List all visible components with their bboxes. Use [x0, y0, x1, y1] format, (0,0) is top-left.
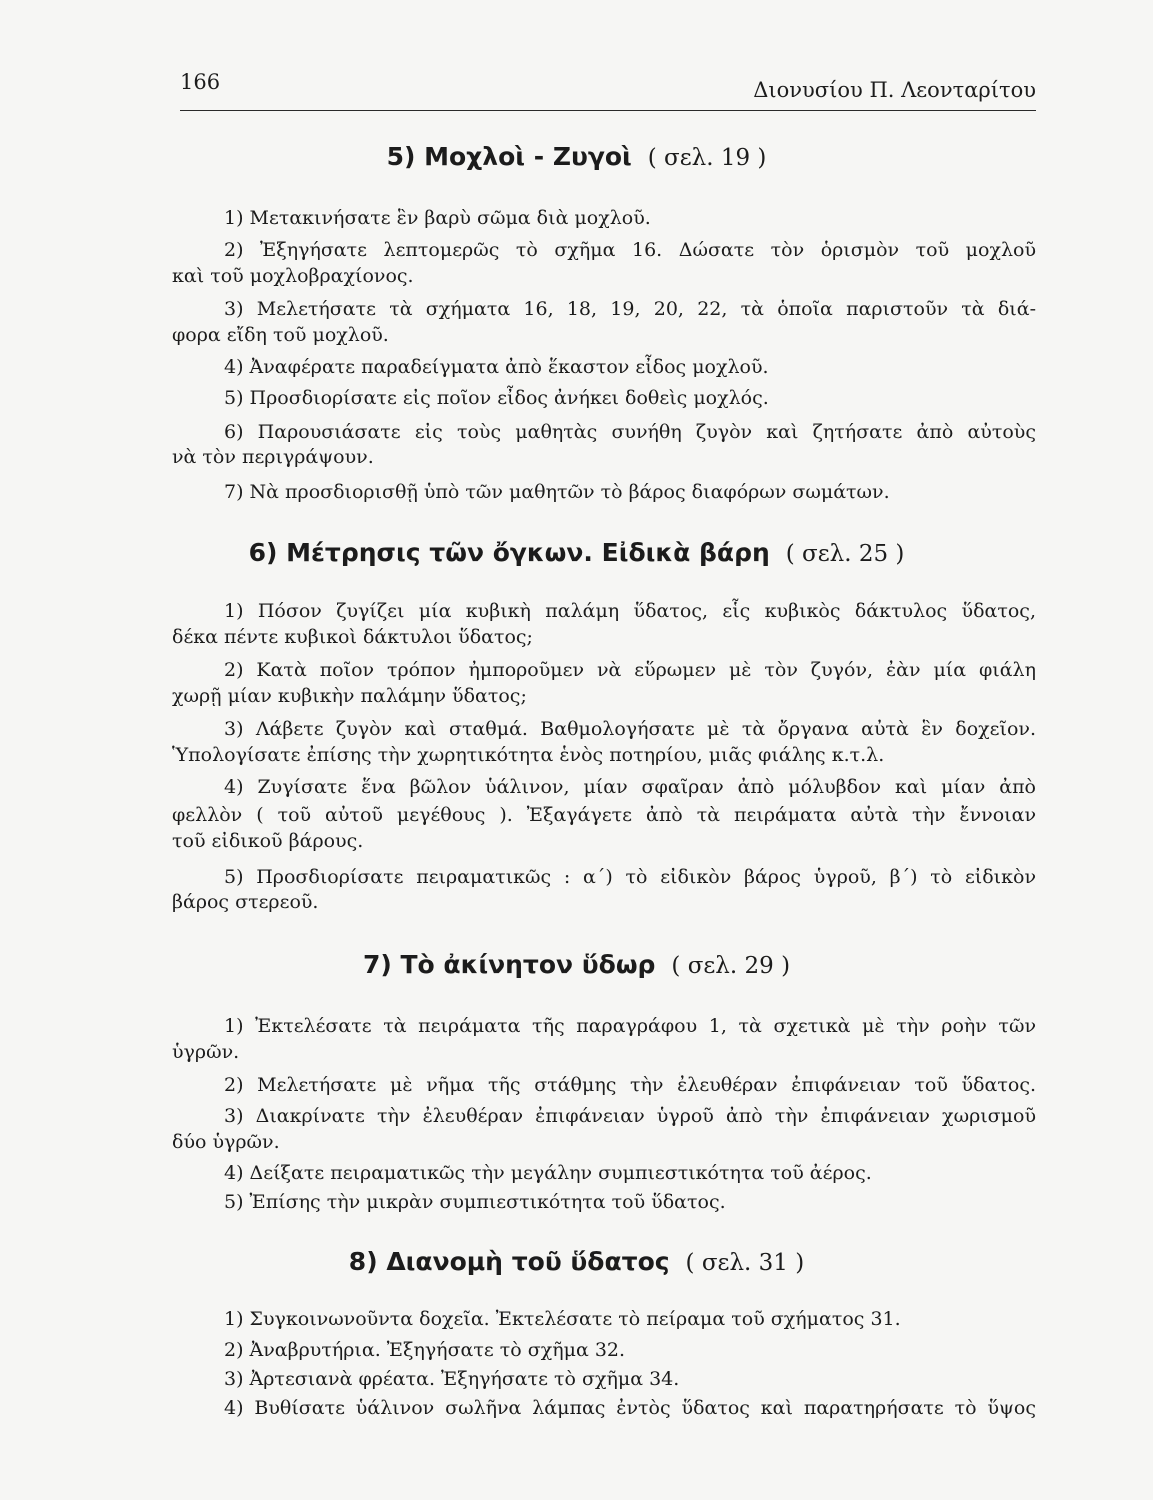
- paragraph-line: 3) Διακρίνατε τὴν ἐλευθέραν ἐπιφάνειαν ὑγροῦ ἀπὸ τὴν ἐπιφάνειαν χωρισμοῦ: [224, 1105, 1036, 1127]
- paragraph-line: 7) Νὰ προσδιορισθῇ ὑπὸ τῶν μαθητῶν τὸ βάρος διαφόρων σωμάτων.: [224, 481, 890, 503]
- paragraph-line: 1) Συγκοινωνοῦντα δοχεῖα. Ἐκτελέσατε τὸ πείραμα τοῦ σχήματος 31.: [224, 1308, 901, 1330]
- paragraph-line: 2) Ἐξηγήσατε λεπτομερῶς τὸ σχῆμα 16. Δώσατε τὸν ὁρισμὸν τοῦ μοχλοῦ: [224, 239, 1036, 261]
- paragraph-line: καὶ τοῦ μοχλοβραχίονος.: [172, 265, 414, 287]
- paragraph-line: 3) Λάβετε ζυγὸν καὶ σταθμά. Βαθμολογήσατε μὲ τὰ ὄργανα αὐτὰ ἓν δοχεῖον.: [224, 718, 1036, 740]
- section-page-ref: ( σελ. 29 ): [671, 953, 791, 979]
- paragraph-line: 5) Προσδιορίσατε πειραματικῶς : α΄) τὸ εἰδικὸν βάρος ὑγροῦ, β΄) τὸ εἰδικὸν: [224, 866, 1036, 888]
- section-title-7: [0, 950, 1153, 979]
- section-heading: 6) Μέτρησις τῶν ὄγκων. Εἰδικὰ βάρη: [248, 538, 770, 567]
- paragraph-line: 2) Ἀναβρυτήρια. Ἐξηγήσατε τὸ σχῆμα 32.: [224, 1339, 626, 1361]
- running-head: Διονυσίου Π. Λεονταρίτου: [753, 78, 1036, 102]
- paragraph-line: χωρῇ μίαν κυβικὴν παλάμην ὕδατος;: [172, 685, 527, 707]
- paragraph-line: 5) Προσδιορίσατε εἰς ποῖον εἶδος ἀνήκει δοθεὶς μοχλός.: [224, 387, 769, 409]
- paragraph-line: ὑγρῶν.: [172, 1041, 240, 1063]
- paragraph-line: δέκα πέντε κυβικοὶ δάκτυλοι ὕδατος;: [172, 626, 533, 648]
- paragraph-line: 1) Πόσον ζυγίζει μία κυβικὴ παλάμη ὕδατος, εἷς κυβικὸς δάκτυλος ὕδατος,: [224, 600, 1036, 622]
- paragraph-line: βάρος στερεοῦ.: [172, 891, 319, 913]
- paragraph-line: 2) Κατὰ ποῖον τρόπον ἠμποροῦμεν νὰ εὕρωμεν μὲ τὸν ζυγόν, ἐὰν μία φιάλη: [224, 659, 1036, 681]
- paragraph-line: 5) Ἐπίσης τὴν μικρὰν συμπιεστικότητα τοῦ ὕδατος.: [224, 1191, 726, 1213]
- paragraph-line: δύο ὑγρῶν.: [172, 1131, 280, 1153]
- section-page-ref: ( σελ. 19 ): [647, 145, 767, 171]
- paragraph-line: Ὑπολογίσατε ἐπίσης τὴν χωρητικότητα ἑνὸς ποτηρίου, μιᾶς φιάλης κ.τ.λ.: [172, 744, 885, 766]
- paragraph-line: 4) Βυθίσατε ὑάλινον σωλῆνα λάμπας ἐντὸς ὕδατος καὶ παρατηρήσατε τὸ ὕψος: [224, 1397, 1036, 1419]
- section-heading: 7) Τὸ ἀκίνητον ὕδωρ: [362, 950, 656, 979]
- page-number: 166: [180, 70, 221, 94]
- section-title-8: [0, 1247, 1153, 1276]
- paragraph-line: 1) Μετακινήσατε ἓν βαρὺ σῶμα διὰ μοχλοῦ.: [224, 207, 651, 229]
- paragraph-line: φορα εἴδη τοῦ μοχλοῦ.: [172, 324, 389, 346]
- paragraph-line: 3) Μελετήσατε τὰ σχήματα 16, 18, 19, 20, 22, τὰ ὁποῖα παριστοῦν τὰ διά-: [224, 298, 1036, 320]
- paragraph-line: 4) Δείξατε πειραματικῶς τὴν μεγάλην συμπιεστικότητα τοῦ ἀέρος.: [224, 1162, 872, 1184]
- paragraph-line: 3) Ἀρτεσιανὰ φρέατα. Ἐξηγήσατε τὸ σχῆμα 34.: [224, 1368, 680, 1390]
- paragraph-line: τοῦ εἰδικοῦ βάρους.: [172, 830, 364, 852]
- section-heading: 5) Μοχλοὶ - Ζυγοὶ: [386, 142, 632, 171]
- paragraph-line: 6) Παρουσιάσατε εἰς τοὺς μαθητὰς συνήθη ζυγὸν καὶ ζητήσατε ἀπὸ αὐτοὺς: [224, 421, 1036, 443]
- section-page-ref: ( σελ. 31 ): [685, 1250, 805, 1276]
- paragraph-line: φελλὸν ( τοῦ αὐτοῦ μεγέθους ). Ἐξαγάγετε ἀπὸ τὰ πειράματα αὐτὰ τὴν ἔννοιαν: [172, 804, 1036, 826]
- section-title-5: [0, 142, 1153, 171]
- section-page-ref: ( σελ. 25 ): [785, 541, 905, 567]
- paragraph-line: 4) Ἀναφέρατε παραδείγματα ἀπὸ ἕκαστον εἶδος μοχλοῦ.: [224, 356, 769, 378]
- section-heading: 8) Διανομὴ τοῦ ὕδατος: [348, 1247, 670, 1276]
- paragraph-line: 1) Ἐκτελέσατε τὰ πειράματα τῆς παραγράφου 1, τὰ σχετικὰ μὲ τὴν ροὴν τῶν: [224, 1015, 1036, 1037]
- page-header: [180, 70, 1036, 111]
- paragraph-line: 4) Ζυγίσατε ἕνα βῶλον ὑάλινον, μίαν σφαῖραν ἀπὸ μόλυβδον καὶ μίαν ἀπὸ: [224, 776, 1036, 798]
- paragraph-line: 2) Μελετήσατε μὲ νῆμα τῆς στάθμης τὴν ἐλευθέραν ἐπιφάνειαν τοῦ ὕδατος.: [224, 1074, 1036, 1096]
- paragraph-line: νὰ τὸν περιγράψουν.: [172, 446, 374, 468]
- section-title-6: [0, 538, 1153, 567]
